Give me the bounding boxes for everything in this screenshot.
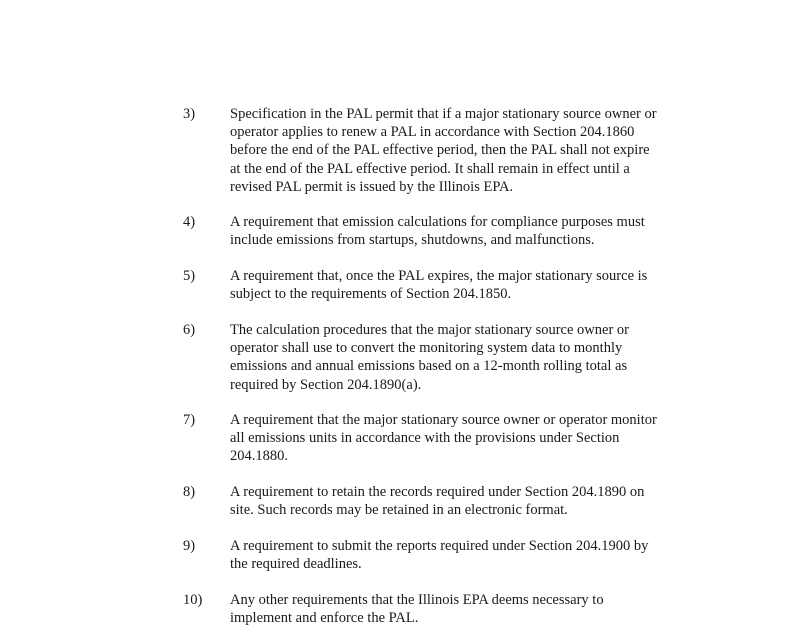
- text-line: Any other requirements that the Illinois EPA deems necessary to: [230, 592, 604, 608]
- item-number: 3): [183, 106, 196, 122]
- text-line: A requirement that emission calculations for compliance purposes must: [230, 214, 645, 230]
- text-line: revised PAL permit is issued by the Illinois EPA.: [230, 178, 514, 195]
- text-line: 204.1880.: [230, 448, 288, 465]
- item-text: [230, 411, 700, 466]
- text-line: the required deadlines.: [230, 556, 362, 573]
- item-number: 5): [183, 268, 196, 284]
- text-line: operator shall use to convert the monitoring system data to monthly: [230, 340, 623, 357]
- item-number: 10): [183, 592, 203, 608]
- text-line: A requirement that the major stationary source owner or operator monitor: [230, 412, 657, 428]
- text-line: before the end of the PAL effective period, then the PAL shall not expire: [230, 142, 650, 159]
- text-line: site. Such records may be retained in an electronic format.: [230, 502, 568, 519]
- item-text: [230, 267, 700, 303]
- item-text: [230, 591, 700, 627]
- item-number: 7): [183, 412, 196, 428]
- text-line: The calculation procedures that the major stationary source owner or: [230, 322, 629, 338]
- text-line: emissions and annual emissions based on a 12-month rolling total as: [230, 358, 628, 375]
- item-number: 4): [183, 214, 196, 230]
- text-line: A requirement that, once the PAL expires, the major stationary source is: [230, 268, 648, 284]
- item-text: [230, 483, 700, 519]
- item-number: 6): [183, 322, 196, 338]
- text-line: Specification in the PAL permit that if a major stationary source owner or: [230, 106, 657, 122]
- item-text: [230, 213, 700, 249]
- item-number: 8): [183, 484, 196, 500]
- text-line: at the end of the PAL effective period. It shall remain in effect until a: [230, 160, 630, 177]
- text-line: include emissions from startups, shutdowns, and malfunctions.: [230, 232, 595, 249]
- text-line: A requirement to submit the reports required under Section 204.1900 by: [230, 538, 649, 554]
- text-line: required by Section 204.1890(a).: [230, 376, 422, 393]
- text-line: implement and enforce the PAL.: [230, 610, 419, 627]
- text-line: A requirement to retain the records required under Section 204.1890 on: [230, 484, 645, 500]
- text-line: operator applies to renew a PAL in accordance with Section 204.1860: [230, 124, 635, 141]
- item-text: [230, 321, 700, 394]
- text-line: subject to the requirements of Section 204.1850.: [230, 286, 512, 303]
- item-number: 9): [183, 538, 196, 554]
- text-line: all emissions units in accordance with the provisions under Section: [230, 430, 620, 447]
- item-text: [230, 537, 700, 573]
- item-text: [230, 105, 700, 196]
